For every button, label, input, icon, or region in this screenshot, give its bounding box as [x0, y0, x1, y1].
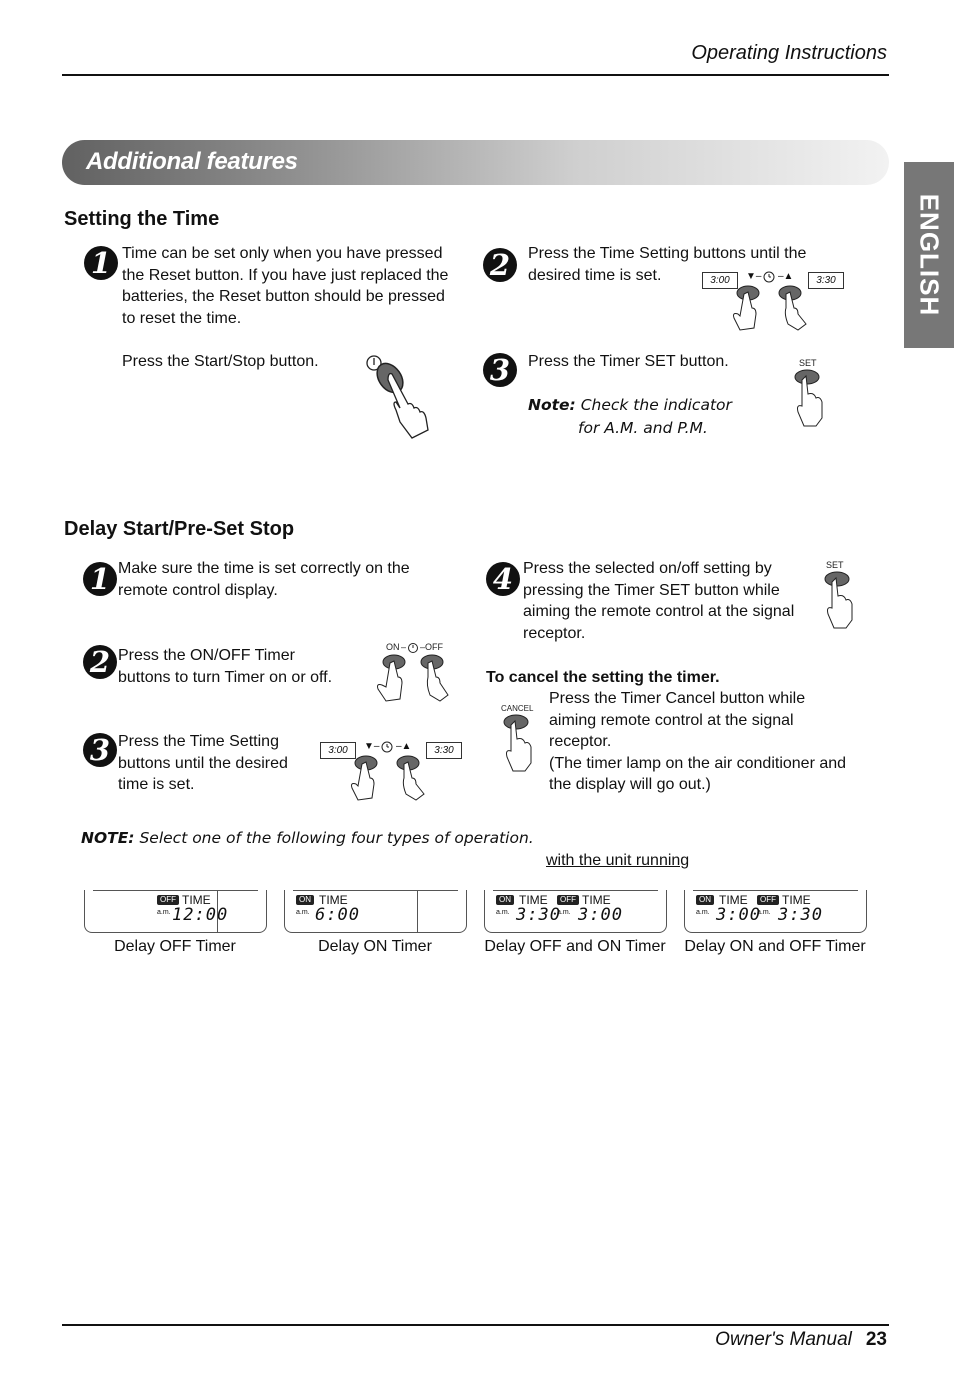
- step-number: 1: [83, 562, 117, 596]
- panel-top-border: [93, 890, 258, 891]
- text-line: batteries, the Reset button should be pressed: [122, 288, 445, 305]
- text-line: receptor.: [549, 733, 612, 750]
- text-line: Make sure the time is set correctly on the: [118, 560, 410, 577]
- up-arrow-icon: –▲: [778, 271, 794, 282]
- on-badge: ON: [696, 895, 714, 905]
- text-line: Press the Timer Cancel button while: [549, 690, 806, 707]
- note-text: Select one of the following four types of operation.: [139, 829, 534, 847]
- delay-heading: Delay Start/Pre-Set Stop: [64, 518, 295, 540]
- timer-on-label: ON: [386, 642, 400, 652]
- text-line: the display will go out.): [549, 776, 711, 793]
- banner-title: Additional features: [86, 148, 298, 175]
- step-number: 3: [83, 733, 117, 767]
- text-line: remote control display.: [118, 581, 278, 599]
- time-setting-illustration: [320, 736, 460, 802]
- off-badge: OFF: [157, 895, 179, 905]
- step-number: 3: [483, 353, 517, 387]
- on-badge: ON: [496, 895, 514, 905]
- display-delay-on-and-off: [684, 890, 867, 933]
- section-banner: [62, 140, 889, 185]
- step-number: 2: [483, 248, 517, 282]
- time-word: TIME: [782, 893, 811, 907]
- footer-manual: Owner's Manual: [715, 1329, 852, 1350]
- panel-top-border: [693, 890, 858, 891]
- display-caption: Delay ON and OFF Timer: [684, 938, 866, 955]
- clock-icon: [762, 269, 776, 283]
- text-line: the Reset button. If you have just replaced the: [122, 266, 449, 284]
- display-delay-off-and-on: [484, 890, 667, 933]
- set-button-illustration: [792, 368, 828, 430]
- note-label: NOTE:: [81, 829, 135, 847]
- page-number: 23: [865, 1329, 887, 1350]
- time-word: TIME: [519, 893, 548, 907]
- text-line: aiming the remote control at the signal: [523, 603, 795, 620]
- hand-icon: [388, 374, 428, 438]
- up-arrow-icon: –▲: [396, 741, 412, 752]
- note-text: for A.M. and P.M.: [578, 419, 708, 437]
- operation-note: [81, 827, 534, 850]
- text-line: desired time is set.: [528, 266, 662, 284]
- footer-rule: [62, 1324, 889, 1326]
- text-line: Press the Time Setting: [118, 733, 279, 750]
- step-number: 1: [84, 246, 118, 280]
- set-button-label: SET: [826, 560, 844, 570]
- step-text: [118, 558, 410, 601]
- am-pm-note: [528, 394, 732, 417]
- language-tab-label: ENGLISH: [914, 193, 945, 317]
- time-setting-illustration: [702, 266, 842, 332]
- time-digits: 3:30: [516, 905, 561, 925]
- display-delay-on: [284, 890, 467, 933]
- text-line: pressing the Timer SET button while: [523, 581, 780, 599]
- start-stop-button-illustration: [362, 352, 434, 440]
- down-arrow-icon: ▼–: [746, 271, 762, 282]
- text-line: buttons to turn Timer on or off.: [118, 668, 333, 686]
- cancel-heading: To cancel the setting the timer.: [486, 669, 720, 686]
- cancel-button-illustration: [502, 713, 538, 775]
- time-digits: 3:30: [778, 905, 823, 925]
- on-badge: ON: [296, 895, 314, 905]
- with-unit-running: with the unit running: [546, 852, 690, 869]
- step-text: [118, 645, 332, 688]
- text-line: time is set.: [118, 776, 195, 793]
- time-word: TIME: [582, 893, 611, 907]
- panel-divider: [417, 890, 418, 932]
- time-digits: 12:00: [172, 905, 229, 925]
- set-button-label: SET: [799, 358, 817, 368]
- step-text: [118, 731, 288, 796]
- am-indicator: a.m.: [696, 909, 710, 916]
- cancel-text: [549, 688, 846, 796]
- down-arrow-icon: ▼–: [364, 741, 380, 752]
- time-digits: 6:00: [315, 905, 360, 925]
- step-subtext: Press the Start/Stop button.: [122, 353, 319, 370]
- time-digits: 3:00: [716, 905, 761, 925]
- display-caption: Delay OFF and ON Timer: [484, 938, 666, 955]
- display-caption: Delay ON Timer: [318, 938, 432, 955]
- dash: –: [401, 642, 407, 652]
- step-number: 2: [83, 645, 117, 679]
- text-line: buttons until the desired: [118, 754, 288, 772]
- text-line: Press the selected on/off setting by: [523, 560, 772, 577]
- step-text: [523, 558, 794, 644]
- header-rule: [62, 74, 889, 76]
- panel-top-border: [493, 890, 658, 891]
- setting-time-heading: Setting the Time: [64, 208, 220, 230]
- note-label: Note:: [528, 396, 576, 414]
- am-indicator: a.m.: [496, 909, 510, 916]
- hand-icons: [728, 284, 838, 332]
- off-badge: OFF: [757, 895, 779, 905]
- am-indicator: a.m.: [757, 909, 771, 916]
- note-text: Check the indicator: [580, 396, 732, 414]
- text-line: (The timer lamp on the air conditioner and: [549, 754, 847, 772]
- display-right: 3:30: [808, 272, 844, 289]
- display-left: 3:00: [702, 272, 738, 289]
- time-word: TIME: [182, 893, 211, 907]
- timer-off-label: OFF: [425, 642, 443, 652]
- display-left: 3:00: [320, 742, 356, 759]
- dash: –: [420, 642, 426, 652]
- time-word: TIME: [319, 893, 348, 907]
- text-line: aiming remote control at the signal: [549, 711, 794, 729]
- set-button-illustration: [822, 570, 858, 632]
- am-indicator: a.m.: [157, 909, 171, 916]
- am-indicator: a.m.: [296, 909, 310, 916]
- step-text: Press the Timer SET button.: [528, 353, 729, 370]
- text-line: Press the Time Setting buttons until the: [528, 245, 807, 262]
- am-indicator: a.m.: [557, 909, 571, 916]
- on-off-timer-illustration: [386, 642, 452, 704]
- display-caption: Delay OFF Timer: [114, 938, 236, 955]
- text-line: to reset the time.: [122, 309, 242, 327]
- cancel-button-label: CANCEL: [501, 704, 534, 713]
- display-delay-off: [84, 890, 267, 933]
- hand-icons: [374, 653, 456, 703]
- panel-top-border: [293, 890, 458, 891]
- time-word: TIME: [719, 893, 748, 907]
- text-line: Press the ON/OFF Timer: [118, 647, 295, 664]
- language-tab: [904, 162, 954, 348]
- time-digits: 3:00: [578, 905, 623, 925]
- display-right: 3:30: [426, 742, 462, 759]
- text-line: Time can be set only when you have pressed: [122, 245, 443, 262]
- clock-icon: [380, 739, 394, 753]
- hand-icons: [346, 754, 456, 802]
- off-badge: OFF: [557, 895, 579, 905]
- step-text: [122, 243, 448, 329]
- footer: [715, 1329, 887, 1351]
- step-number: 4: [486, 562, 520, 596]
- text-line: receptor.: [523, 624, 586, 642]
- header-title: Operating Instructions: [691, 42, 887, 64]
